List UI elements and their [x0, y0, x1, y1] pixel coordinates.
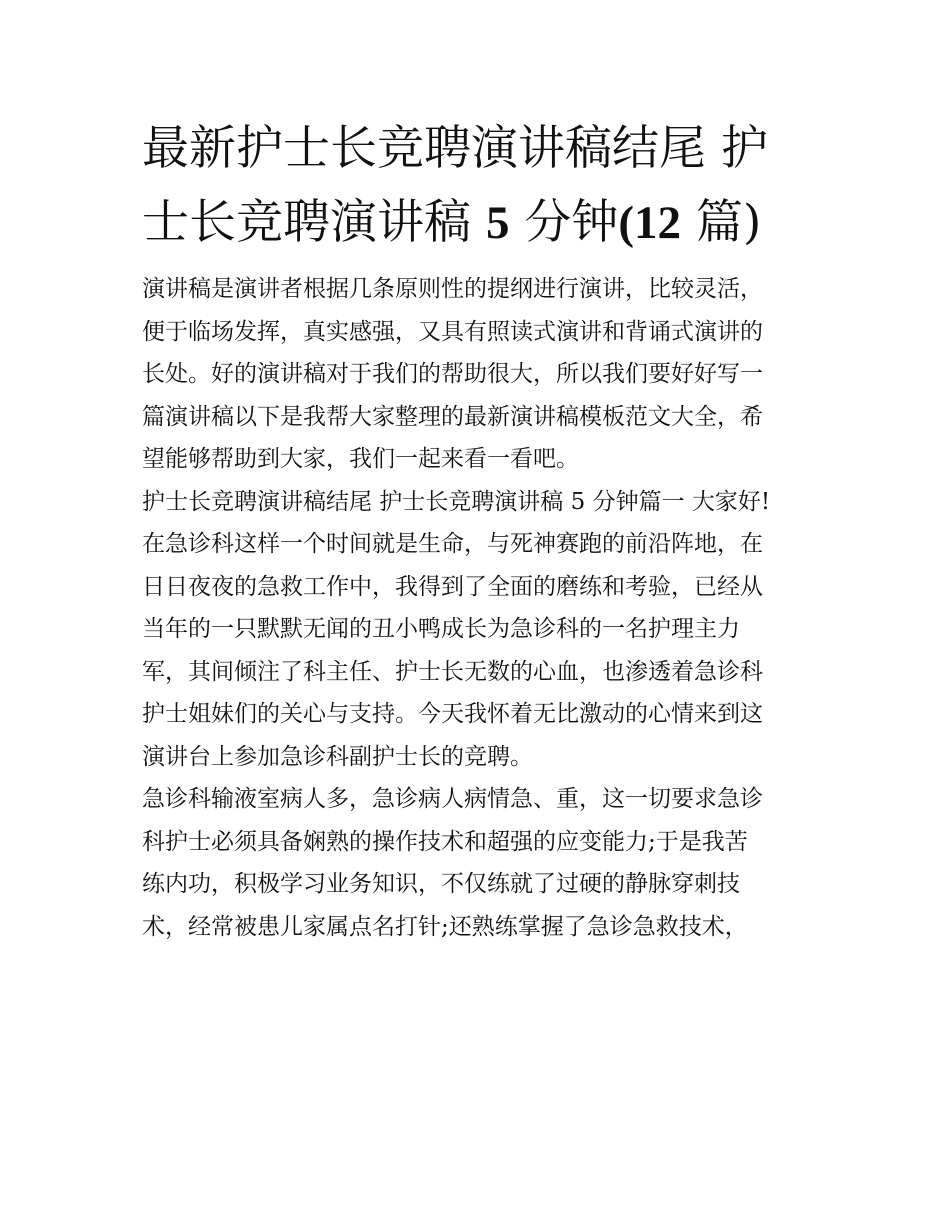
title-line-1: 最新护士长竞聘演讲稿结尾 护 — [142, 121, 768, 176]
document-body — [142, 112, 812, 948]
paragraph-intro — [142, 268, 812, 481]
text-line: 演讲稿是演讲者根据几条原则性的提纲进行演讲，比较灵活， — [142, 276, 763, 302]
text-line: 长处。好的演讲稿对于我们的帮助很大，所以我们要好好写一 — [142, 361, 763, 387]
text-line: 科护士必须具备娴熟的操作技术和超强的应变能力;于是我苦 — [142, 828, 748, 855]
title-count: (12 — [618, 197, 682, 249]
text-line: 护士姐妹们的关心与支持。今天我怀着无比激动的心情来到这 — [142, 701, 763, 727]
text-line: 练内功，积极学习业务知识，不仅练就了过硬的静脉穿刺技 — [142, 871, 740, 897]
text-line: 篇演讲稿以下是我帮大家整理的最新演讲稿模板范文大全，希 — [142, 403, 763, 430]
title-line-2-mid: 分钟 — [509, 195, 619, 250]
text-line: 急诊科输液室病人多，急诊病人病情急、重，这一切要求急诊 — [142, 786, 763, 812]
text-line: 演讲台上参加急诊科副护士长的竞聘。 — [142, 743, 533, 770]
text-line: 护士长竞聘演讲稿结尾 护士长竞聘演讲稿 5 分钟篇一 大家好! — [142, 488, 771, 515]
title-line-2-prefix: 士长竞聘演讲稿 — [142, 195, 486, 250]
title-line-2-suffix: 篇) — [681, 195, 762, 250]
text-line: 当年的一只默默无闻的丑小鸭成长为急诊科的一名护理主力 — [142, 616, 740, 642]
text-line: 日日夜夜的急救工作中，我得到了全面的磨练和考验，已经从 — [142, 573, 763, 600]
paragraph-speech-2 — [142, 778, 812, 948]
paragraph-speech-1 — [142, 481, 812, 779]
title-number: 5 — [485, 197, 510, 249]
text-line: 便于临场发挥，真实感强，又具有照读式演讲和背诵式演讲的 — [142, 318, 763, 345]
text-line: 望能够帮助到大家，我们一起来看一看吧。 — [142, 446, 579, 472]
document-title — [142, 112, 812, 260]
text-line: 在急诊科这样一个时间就是生命，与死神赛跑的前沿阵地，在 — [142, 531, 763, 557]
text-line: 军，其间倾注了科主任、护士长无数的心血，也渗透着急诊科 — [142, 658, 763, 685]
text-line: 术，经常被患儿家属点名打针;还熟练掌握了急诊急救技术， — [142, 913, 748, 940]
